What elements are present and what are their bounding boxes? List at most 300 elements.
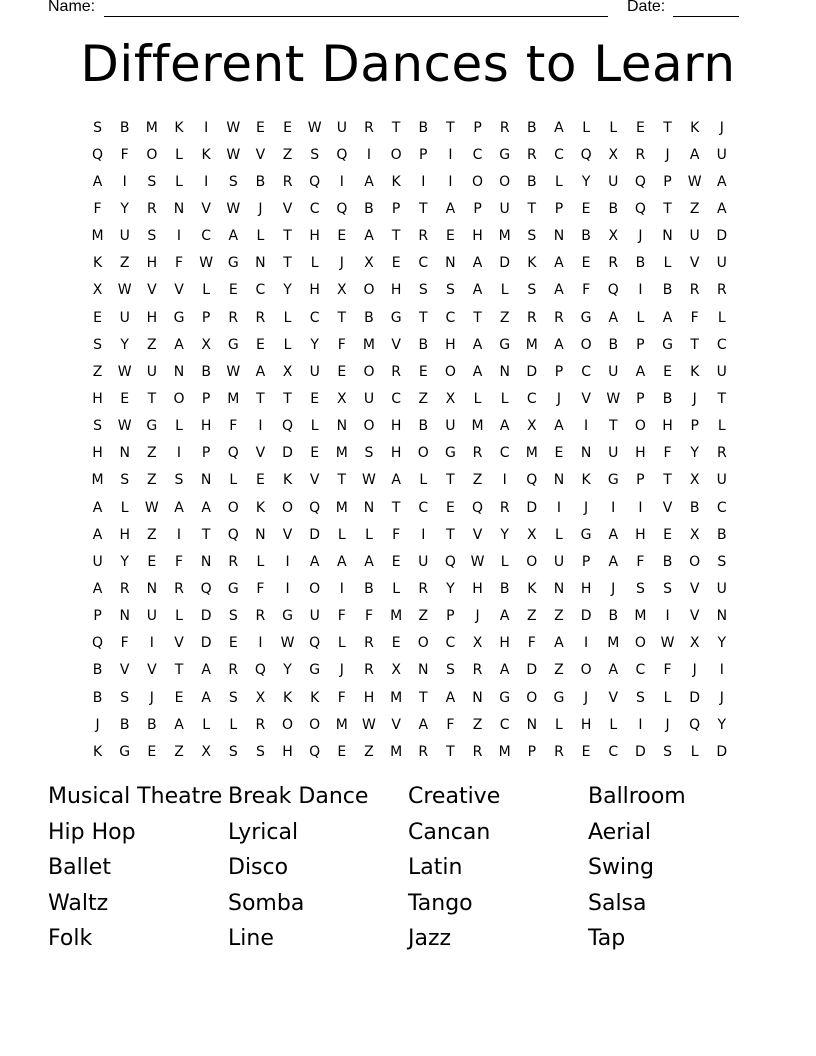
grid-letter: Q bbox=[282, 418, 294, 435]
grid-letter: K bbox=[310, 689, 320, 706]
grid-letter: I bbox=[638, 499, 643, 516]
grid-letter: Q bbox=[309, 499, 321, 516]
grid-letter: G bbox=[390, 309, 402, 326]
grid-letter: E bbox=[310, 390, 320, 407]
grid-letter: R bbox=[255, 716, 266, 733]
grid-letter: F bbox=[690, 309, 699, 326]
grid-letter: Y bbox=[690, 445, 699, 462]
grid-letter: G bbox=[227, 255, 239, 272]
grid-letter: C bbox=[554, 146, 564, 163]
grid-letter: B bbox=[418, 119, 429, 136]
grid-letter: T bbox=[446, 119, 455, 136]
grid-letter: Z bbox=[282, 146, 293, 163]
grid-letter: C bbox=[418, 499, 429, 516]
word-bank-item: Cancan bbox=[408, 819, 491, 845]
grid-letter: I bbox=[122, 173, 127, 190]
grid-letter: Z bbox=[689, 200, 700, 217]
grid-letter: Q bbox=[336, 200, 348, 217]
grid-letter: T bbox=[391, 119, 401, 136]
page-title: Different Dances to Learn bbox=[80, 35, 736, 93]
grid-letter: X bbox=[472, 635, 483, 652]
grid-letter: G bbox=[119, 743, 131, 760]
grid-letter: B bbox=[201, 363, 211, 380]
grid-letter: J bbox=[584, 689, 589, 706]
grid-letter: E bbox=[174, 689, 184, 706]
grid-letter: T bbox=[663, 472, 672, 489]
grid-letter: U bbox=[309, 363, 320, 380]
grid-letter: D bbox=[526, 363, 538, 380]
grid-letter: R bbox=[418, 228, 429, 245]
grid-letter: E bbox=[391, 635, 401, 652]
grid-letter: E bbox=[337, 228, 347, 245]
grid-letter: N bbox=[553, 228, 565, 245]
word-bank-item: Tap bbox=[588, 926, 626, 952]
grid-letter: M bbox=[362, 336, 376, 353]
grid-letter: Y bbox=[500, 526, 509, 543]
grid-letter: H bbox=[662, 418, 673, 435]
grid-letter: K bbox=[391, 173, 401, 190]
grid-letter: W bbox=[606, 390, 621, 407]
grid-letter: T bbox=[663, 119, 672, 136]
grid-letter: P bbox=[391, 200, 401, 217]
grid-letter: M bbox=[227, 390, 240, 407]
word-bank-item: Somba bbox=[228, 890, 305, 916]
grid-letter: U bbox=[553, 553, 565, 570]
grid-letter: T bbox=[147, 390, 157, 407]
grid-letter: Y bbox=[717, 716, 727, 733]
grid-row bbox=[84, 114, 736, 141]
grid-letter: O bbox=[146, 146, 158, 163]
grid-letter: F bbox=[446, 716, 455, 733]
grid-letter: I bbox=[448, 173, 453, 190]
grid-letter: W bbox=[362, 716, 376, 733]
grid-letter: R bbox=[526, 309, 537, 326]
grid-letter: F bbox=[636, 553, 645, 570]
grid-letter: L bbox=[202, 716, 211, 733]
grid-letter: Y bbox=[120, 200, 129, 217]
grid-letter: A bbox=[445, 689, 456, 706]
grid-letter: A bbox=[337, 553, 347, 570]
grid-letter: G bbox=[580, 526, 592, 543]
grid-letter: O bbox=[417, 445, 429, 462]
grid-letter: V bbox=[689, 608, 700, 625]
grid-letter: J bbox=[149, 689, 154, 706]
grid-letter: X bbox=[255, 689, 266, 706]
grid-letter: E bbox=[581, 255, 591, 272]
grid-letter: M bbox=[390, 689, 403, 706]
grid-letter: L bbox=[229, 472, 238, 489]
grid-letter: J bbox=[692, 662, 697, 679]
grid-letter: R bbox=[608, 255, 619, 272]
grid-letter: N bbox=[146, 580, 158, 597]
grid-letter: M bbox=[634, 608, 647, 625]
grid-letter: S bbox=[717, 553, 727, 570]
grid-letter: U bbox=[119, 309, 130, 326]
grid-letter: L bbox=[283, 336, 292, 353]
grid-letter: Q bbox=[580, 146, 592, 163]
grid-letter: L bbox=[717, 309, 726, 326]
grid-letter: O bbox=[689, 553, 701, 570]
grid-letter: Q bbox=[92, 635, 104, 652]
grid-letter: P bbox=[201, 445, 211, 462]
grid-letter: I bbox=[176, 445, 182, 462]
grid-letter: R bbox=[174, 580, 184, 597]
grid-letter: A bbox=[554, 119, 564, 136]
name-label: Name: bbox=[48, 0, 96, 15]
grid-letter: V bbox=[282, 200, 293, 217]
grid-letter: I bbox=[665, 608, 670, 625]
grid-letter: O bbox=[526, 689, 538, 706]
grid-letter: M bbox=[91, 472, 104, 489]
grid-letter: P bbox=[663, 173, 672, 190]
grid-letter: C bbox=[608, 743, 619, 760]
grid-letter: Q bbox=[92, 146, 104, 163]
word-bank-item: Jazz bbox=[408, 926, 452, 952]
grid-letter: O bbox=[526, 553, 538, 570]
grid-letter: A bbox=[554, 255, 564, 272]
grid-letter: M bbox=[145, 119, 158, 136]
grid-letter: S bbox=[445, 662, 455, 679]
grid-row bbox=[84, 575, 736, 602]
grid-letter: E bbox=[581, 743, 591, 760]
grid-letter: D bbox=[526, 499, 538, 516]
grid-letter: V bbox=[174, 635, 184, 652]
word-bank-item: Lyrical bbox=[228, 819, 299, 845]
grid-letter: C bbox=[255, 282, 266, 299]
word-search-grid bbox=[84, 114, 736, 765]
grid-letter: S bbox=[93, 119, 103, 136]
grid-letter: M bbox=[390, 743, 403, 760]
grid-letter: K bbox=[527, 580, 537, 597]
grid-letter: L bbox=[582, 119, 590, 136]
grid-letter: A bbox=[309, 553, 320, 570]
grid-row bbox=[84, 413, 736, 440]
grid-row bbox=[84, 358, 736, 385]
grid-letter: S bbox=[310, 146, 320, 163]
grid-letter: C bbox=[716, 336, 727, 353]
grid-letter: R bbox=[526, 146, 537, 163]
grid-letter: A bbox=[608, 526, 619, 543]
grid-letter: F bbox=[229, 418, 238, 435]
grid-letter: Z bbox=[119, 255, 130, 272]
grid-letter: R bbox=[282, 173, 293, 190]
grid-letter: V bbox=[147, 662, 157, 679]
grid-letter: B bbox=[662, 553, 673, 570]
grid-letter: U bbox=[146, 363, 157, 380]
grid-letter: E bbox=[337, 743, 347, 760]
grid-letter: W bbox=[226, 119, 241, 136]
grid-letter: Q bbox=[309, 173, 321, 190]
grid-letter: L bbox=[555, 173, 563, 190]
grid-letter: B bbox=[717, 526, 727, 543]
grid-letter: B bbox=[689, 499, 700, 516]
grid-letter: U bbox=[716, 255, 727, 272]
word-bank-item: Creative bbox=[408, 784, 501, 810]
grid-letter: C bbox=[472, 146, 483, 163]
grid-letter: P bbox=[473, 200, 482, 217]
grid-letter: W bbox=[117, 418, 132, 435]
grid-letter: F bbox=[120, 635, 129, 652]
grid-letter: A bbox=[635, 363, 646, 380]
grid-letter: T bbox=[717, 390, 727, 407]
grid-letter: E bbox=[147, 553, 157, 570]
grid-letter: W bbox=[660, 635, 675, 652]
grid-letter: S bbox=[527, 228, 537, 245]
grid-letter: W bbox=[687, 173, 702, 190]
grid-letter: K bbox=[690, 119, 700, 136]
grid-letter: R bbox=[228, 553, 239, 570]
grid-letter: T bbox=[391, 499, 401, 516]
grid-letter: U bbox=[499, 200, 510, 217]
grid-letter: G bbox=[173, 309, 185, 326]
grid-letter: M bbox=[91, 228, 104, 245]
grid-letter: H bbox=[390, 282, 402, 299]
grid-letter: D bbox=[716, 743, 728, 760]
grid-letter: G bbox=[499, 146, 511, 163]
grid-letter: R bbox=[255, 309, 266, 326]
grid-letter: A bbox=[554, 635, 564, 652]
grid-letter: C bbox=[526, 390, 537, 407]
grid-letter: K bbox=[255, 499, 265, 516]
grid-letter: E bbox=[147, 743, 157, 760]
grid-letter: A bbox=[472, 282, 483, 299]
grid-letter: Y bbox=[283, 662, 292, 679]
grid-letter: T bbox=[283, 390, 292, 407]
grid-letter: T bbox=[391, 228, 401, 245]
grid-letter: O bbox=[363, 363, 375, 380]
grid-letter: J bbox=[584, 499, 589, 516]
grid-letter: J bbox=[719, 689, 724, 706]
grid-row bbox=[84, 711, 736, 738]
grid-letter: B bbox=[147, 716, 157, 733]
grid-letter: Y bbox=[717, 635, 727, 652]
grid-letter: I bbox=[556, 499, 562, 516]
grid-letter: T bbox=[256, 390, 265, 407]
grid-letter: B bbox=[635, 255, 646, 272]
grid-letter: R bbox=[364, 119, 374, 136]
grid-letter: J bbox=[665, 146, 670, 163]
grid-letter: V bbox=[255, 146, 266, 163]
grid-letter: H bbox=[282, 743, 293, 760]
grid-letter: L bbox=[175, 608, 183, 625]
grid-letter: R bbox=[472, 743, 483, 760]
word-bank-item: Waltz bbox=[48, 890, 109, 916]
grid-letter: E bbox=[391, 255, 401, 272]
grid-letter: P bbox=[93, 608, 102, 625]
grid-letter: N bbox=[662, 228, 673, 245]
grid-letter: L bbox=[337, 526, 346, 543]
grid-letter: S bbox=[228, 173, 238, 190]
word-bank-item: Ballet bbox=[48, 855, 111, 881]
grid-letter: L bbox=[256, 228, 265, 245]
grid-letter: N bbox=[363, 499, 375, 516]
grid-letter: O bbox=[173, 390, 185, 407]
grid-letter: L bbox=[175, 418, 183, 435]
grid-letter: L bbox=[609, 119, 618, 136]
grid-letter: E bbox=[255, 336, 265, 353]
grid-row bbox=[84, 467, 736, 494]
grid-letter: R bbox=[418, 743, 429, 760]
word-bank-row bbox=[48, 815, 768, 851]
word-bank-item: Latin bbox=[408, 855, 463, 881]
grid-letter: L bbox=[555, 716, 563, 733]
grid-letter: L bbox=[609, 716, 618, 733]
grid-letter: T bbox=[201, 526, 211, 543]
date-line bbox=[673, 16, 739, 17]
grid-letter: T bbox=[690, 336, 699, 353]
grid-letter: A bbox=[472, 336, 483, 353]
grid-letter: N bbox=[336, 418, 348, 435]
grid-letter: C bbox=[635, 662, 646, 679]
grid-letter: W bbox=[226, 363, 241, 380]
grid-letter: A bbox=[228, 228, 239, 245]
grid-letter: H bbox=[445, 336, 456, 353]
grid-letter: M bbox=[498, 228, 511, 245]
grid-letter: R bbox=[228, 662, 239, 679]
grid-letter: N bbox=[526, 716, 538, 733]
grid-letter: E bbox=[445, 228, 455, 245]
grid-letter: E bbox=[418, 363, 428, 380]
grid-letter: L bbox=[310, 418, 319, 435]
grid-letter: G bbox=[580, 309, 592, 326]
grid-letter: U bbox=[146, 608, 157, 625]
grid-letter: D bbox=[526, 662, 538, 679]
grid-letter: G bbox=[309, 662, 321, 679]
grid-letter: A bbox=[472, 255, 483, 272]
grid-letter: N bbox=[119, 608, 130, 625]
grid-letter: V bbox=[472, 526, 483, 543]
grid-letter: Q bbox=[472, 499, 484, 516]
grid-letter: W bbox=[362, 472, 376, 489]
grid-letter: X bbox=[391, 662, 401, 679]
grid-letter: T bbox=[418, 309, 428, 326]
grid-row bbox=[84, 684, 736, 711]
grid-letter: L bbox=[500, 282, 509, 299]
grid-letter: T bbox=[283, 255, 292, 272]
grid-letter: R bbox=[499, 499, 510, 516]
grid-letter: T bbox=[527, 200, 537, 217]
grid-letter: R bbox=[146, 200, 157, 217]
grid-letter: A bbox=[92, 499, 103, 516]
grid-letter: U bbox=[716, 472, 727, 489]
grid-letter: O bbox=[580, 336, 592, 353]
grid-letter: L bbox=[717, 418, 726, 435]
grid-letter: B bbox=[499, 580, 510, 597]
grid-letter: E bbox=[255, 472, 265, 489]
grid-letter: S bbox=[635, 689, 645, 706]
grid-letter: G bbox=[146, 418, 158, 435]
grid-letter: U bbox=[309, 608, 320, 625]
grid-letter: Z bbox=[418, 390, 429, 407]
grid-letter: L bbox=[337, 635, 346, 652]
grid-letter: T bbox=[174, 662, 184, 679]
grid-letter: X bbox=[608, 228, 619, 245]
grid-letter: J bbox=[556, 390, 562, 407]
grid-letter: O bbox=[363, 418, 375, 435]
grid-row bbox=[84, 738, 736, 765]
grid-letter: M bbox=[335, 499, 348, 516]
grid-letter: Z bbox=[472, 716, 483, 733]
grid-letter: J bbox=[611, 580, 616, 597]
grid-letter: S bbox=[255, 743, 265, 760]
grid-letter: G bbox=[662, 336, 673, 353]
grid-letter: S bbox=[228, 608, 238, 625]
grid-letter: Y bbox=[120, 553, 129, 570]
grid-letter: Y bbox=[283, 282, 292, 299]
grid-letter: B bbox=[364, 200, 374, 217]
grid-letter: F bbox=[337, 608, 346, 625]
grid-letter: X bbox=[282, 363, 293, 380]
word-bank-item: Tango bbox=[408, 890, 473, 916]
grid-letter: S bbox=[228, 689, 238, 706]
grid-letter: I bbox=[448, 146, 453, 163]
grid-letter: L bbox=[392, 580, 401, 597]
grid-letter: L bbox=[663, 255, 672, 272]
grid-letter: V bbox=[689, 580, 700, 597]
grid-letter: I bbox=[204, 119, 209, 136]
grid-letter: L bbox=[310, 255, 319, 272]
grid-letter: A bbox=[445, 200, 456, 217]
grid-letter: L bbox=[283, 309, 292, 326]
grid-letter: N bbox=[418, 662, 429, 679]
grid-letter: W bbox=[144, 499, 159, 516]
grid-letter: O bbox=[472, 173, 484, 190]
grid-letter: W bbox=[226, 146, 241, 163]
grid-letter: S bbox=[228, 743, 238, 760]
grid-letter: A bbox=[174, 716, 184, 733]
grid-letter: N bbox=[553, 472, 565, 489]
grid-letter: Q bbox=[607, 282, 619, 299]
grid-letter: M bbox=[498, 743, 511, 760]
grid-letter: X bbox=[92, 282, 103, 299]
grid-letter: P bbox=[419, 146, 428, 163]
grid-letter: R bbox=[255, 608, 266, 625]
grid-letter: J bbox=[339, 662, 344, 679]
grid-letter: I bbox=[176, 228, 182, 245]
grid-letter: Z bbox=[527, 608, 537, 625]
grid-letter: J bbox=[95, 716, 100, 733]
grid-letter: A bbox=[554, 282, 564, 299]
grid-letter: A bbox=[499, 608, 510, 625]
grid-letter: S bbox=[147, 228, 157, 245]
grid-letter: L bbox=[229, 716, 238, 733]
grid-letter: Q bbox=[227, 445, 239, 462]
grid-letter: Q bbox=[444, 553, 456, 570]
grid-letter: F bbox=[663, 445, 672, 462]
grid-letter: I bbox=[638, 282, 643, 299]
grid-row bbox=[84, 141, 736, 168]
grid-letter: S bbox=[663, 743, 672, 760]
grid-letter: P bbox=[446, 608, 455, 625]
grid-letter: Y bbox=[310, 336, 319, 353]
grid-row bbox=[84, 548, 736, 575]
grid-letter: F bbox=[174, 255, 184, 272]
grid-letter: S bbox=[120, 472, 130, 489]
grid-letter: A bbox=[608, 662, 619, 679]
grid-letter: T bbox=[418, 200, 428, 217]
grid-letter: N bbox=[173, 363, 185, 380]
grid-letter: B bbox=[364, 580, 374, 597]
grid-letter: O bbox=[634, 635, 646, 652]
grid-letter: Q bbox=[689, 716, 701, 733]
grid-letter: Z bbox=[147, 336, 157, 353]
worksheet-header bbox=[0, 0, 816, 20]
grid-letter: A bbox=[717, 173, 727, 190]
grid-letter: I bbox=[584, 418, 589, 435]
grid-letter: V bbox=[608, 689, 619, 706]
grid-letter: B bbox=[92, 689, 103, 706]
grid-letter: H bbox=[390, 418, 402, 435]
